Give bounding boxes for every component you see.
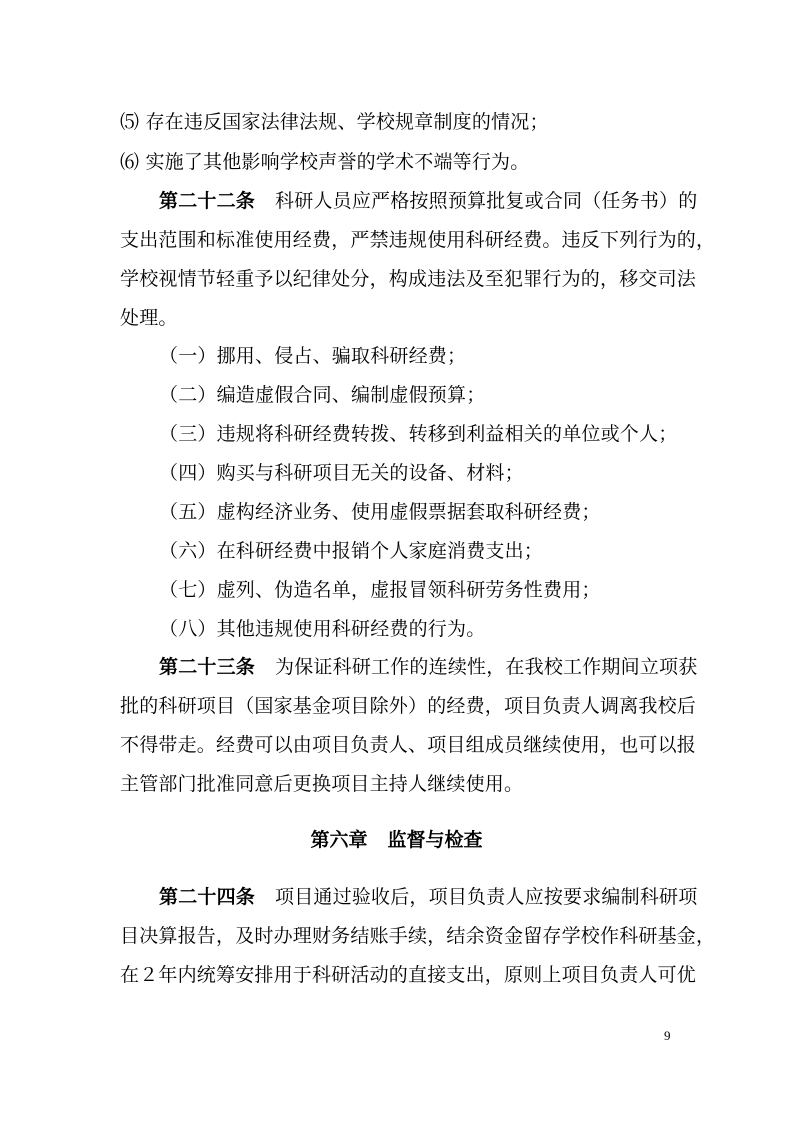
clause-6: ⑹ 实施了其他影响学校声誉的学术不端等行为。 [120,151,530,173]
article-22-item-7: （七）虚列、伪造名单，虚报冒领科研劳务性费用； [159,579,601,601]
article-22-item-5: （五）虚构经济业务、使用虚假票据套取科研经费； [159,501,601,523]
article-22-item-3: （三）违规将科研经费转拨、转移到利益相关的单位或个人； [159,423,678,445]
article-24-line-2: 目决算报告，及时办理财务结账手续，结余资金留存学校作科研基金， [120,925,716,947]
article-23-title: 第二十三条 [159,656,256,678]
chapter-name: 监督与检查 [387,829,483,851]
article-23-line-4: 主管部门批准同意后更换项目主持人继续使用。 [120,773,524,795]
article-23-line-1 [159,656,698,678]
article-22-item-6: （六）在科研经费中报销个人家庭消费支出； [159,540,544,562]
article-24-line-1 [159,886,698,908]
chapter-number: 第六章 [310,829,368,851]
article-24-line-3: 在２年内统筹安排用于科研活动的直接支出，原则上项目负责人可优 [120,964,697,986]
article-24-title: 第二十四条 [159,886,256,908]
article-22-item-1: （一）挪用、侵占、骗取科研经费； [159,345,467,367]
article-22-line-2: 支出范围和标准使用经费，严禁违规使用科研经费。违反下列行为的， [120,229,716,251]
article-23-text-1: 为保证科研工作的连续性，在我校工作期间立项获 [275,656,698,678]
article-23-line-2: 批的科研项目（国家基金项目除外）的经费，项目负责人调离我校后 [120,695,697,717]
chapter-heading [0,829,793,851]
article-22-item-2: （二）编造虚假合同、编制虚假预算； [159,384,486,406]
clause-5: ⑸ 存在违反国家法律法规、学校规章制度的情况； [120,111,549,133]
article-23-line-3: 不得带走。经费可以由项目负责人、项目组成员继续使用，也可以报 [120,734,697,756]
page-number: 9 [664,1028,671,1043]
article-22-line-3: 学校视情节轻重予以纪律处分，构成违法及至犯罪行为的，移交司法 [120,268,697,290]
article-22-line-4: 处理。 [120,307,178,329]
article-22-text-1: 科研人员应严格按照预算批复或合同（任务书）的 [275,190,698,212]
article-22-item-4: （四）购买与科研项目无关的设备、材料； [159,462,524,484]
article-22-item-8: （八）其他违规使用科研经费的行为。 [159,618,486,640]
article-24-text-1: 项目通过验收后，项目负责人应按要求编制科研项 [275,886,698,908]
article-22-title: 第二十二条 [159,190,256,212]
article-22-line-1 [159,190,698,212]
